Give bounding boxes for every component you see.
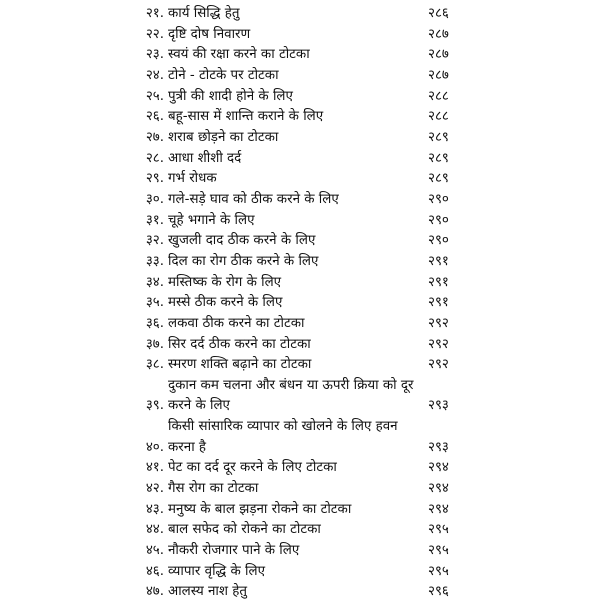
entry-number: ४१. [145,460,164,476]
toc-entry [126,500,472,521]
entry-title [168,458,428,479]
entry-title-line: गले-सड़े घाव को ठीक करने के लिए [168,191,339,207]
toc-entry [126,4,472,25]
entry-title-line: बाल सफेद को रोकने का टोटका [168,522,321,538]
entry-page-number: २९३ [428,439,449,455]
entry-title [168,541,428,562]
entry-number: ३०. [145,191,164,207]
toc-entry [126,231,472,252]
entry-title [168,87,428,108]
entry-title [168,355,428,376]
entry-number: ३१. [145,212,164,228]
entry-number: ३६. [145,315,164,331]
entry-number: २७. [145,129,164,145]
toc-entry [126,66,472,87]
entry-title-line: किसी सांसारिक व्यापार को खोलने के लिए हवन [168,419,398,435]
entry-title-line: खुजली दाद ठीक करने के लिए [168,233,316,249]
entry-title-line: करने के लिए [168,398,230,414]
toc-entry [126,417,472,458]
toc-entry [126,376,472,417]
entry-title-line: चूहे भगाने के लिए [168,212,255,228]
entry-title-line: गर्भ रोधक [168,171,217,187]
entry-title-line: बहू-सास में शान्ति कराने के लिए [168,109,324,125]
entry-title [168,562,428,583]
entry-title-line: दृष्टि दोष निवारण [168,26,251,42]
entry-title-line: स्वयं की रक्षा करने का टोटका [168,47,310,63]
toc-entry [126,87,472,108]
entry-title-line: मस्से ठीक करने के लिए [168,295,283,311]
entry-title-line: टोने - टोटके पर टोटका [168,67,279,83]
entry-title [168,45,428,66]
entry-title [168,252,428,273]
entry-title [168,479,428,500]
entry-page-number: २८८ [428,88,449,104]
entry-title [168,376,428,417]
entry-title [168,169,428,190]
toc-entry [126,335,472,356]
entry-title-line: सिर दर्द ठीक करने का टोटका [168,336,311,352]
toc-entry [126,149,472,170]
entry-page-number: २९४ [428,460,449,476]
entry-page-number: २८९ [428,150,449,166]
entry-page-number: २९२ [428,315,449,331]
toc-entry [126,520,472,541]
toc-entry [126,128,472,149]
entry-title [168,149,428,170]
entry-title [168,273,428,294]
entry-title-line: शराब छोड़ने का टोटका [168,129,279,145]
entry-title-line: स्मरण शक्ति बढ़ाने का टोटका [168,357,312,373]
entry-page-number: २८९ [428,171,449,187]
entry-page-number: २८६ [428,6,449,21]
entry-page-number: २९१ [428,295,449,311]
entry-title [168,66,428,87]
entry-number: ३२. [145,233,164,249]
toc-entry [126,314,472,335]
entry-page-number: २९१ [428,253,449,269]
toc-entry [126,293,472,314]
toc-entry [126,252,472,273]
entry-title-line: आधा शीशी दर्द [168,150,242,166]
entry-page-number: २९६ [428,584,449,600]
entry-page-number: २८७ [428,67,449,83]
entry-title-line: कार्य सिद्धि हेतु [168,6,240,21]
entry-page-number: २९२ [428,336,449,352]
toc-entry [126,211,472,232]
entry-page-number: २९१ [428,274,449,290]
entry-title-line: करना है [168,439,207,455]
entry-page-number: २९५ [428,522,449,538]
entry-page-number: २९४ [428,501,449,517]
entry-title-line: मस्तिष्क के रोग के लिए [168,274,282,290]
entry-number: २१. [145,6,164,21]
entry-number: ३७. [145,336,164,352]
entry-number: २४. [145,67,164,83]
toc-entry [126,273,472,294]
entry-title [168,211,428,232]
entry-number: २५. [145,88,164,104]
entry-page-number: २८८ [428,109,449,125]
entry-number: ४५. [145,543,164,559]
toc-entry [126,479,472,500]
entry-number: ३३. [145,253,164,269]
entry-title [168,293,428,314]
entry-page-number: २९५ [428,563,449,579]
table-of-contents [126,4,472,603]
entry-number: २२. [145,26,164,42]
entry-page-number: २९० [428,233,449,249]
entry-title-line: व्यापार वृद्धि के लिए [168,563,265,579]
entry-number: ३८. [145,357,164,373]
entry-title-line: लकवा ठीक करने का टोटका [168,315,305,331]
entry-number: ३४. [145,274,164,290]
toc-entry [126,107,472,128]
entry-page-number: २९२ [428,357,449,373]
entry-page-number: २८९ [428,129,449,145]
entry-title-line: नौकरी रोजगार पाने के लिए [168,543,300,559]
entry-title-line: दिल का रोग ठीक करने के लिए [168,253,319,269]
entry-number: ४३. [145,501,164,517]
entry-page-number: २९० [428,191,449,207]
entry-number: ४०. [145,439,164,455]
entry-page-number: २८७ [428,26,449,42]
entry-title [168,500,428,521]
entry-number: २६. [145,109,164,125]
entry-title-line: आलस्य नाश हेतु [168,584,248,600]
entry-title [168,128,428,149]
entry-page-number: २९३ [428,398,449,414]
entry-title [168,520,428,541]
entry-page-number: २८७ [428,47,449,63]
entry-title [168,190,428,211]
entry-title-line: पुत्री की शादी होने के लिए [168,88,293,104]
entry-number: ४७. [145,584,164,600]
entry-title [168,335,428,356]
entry-title [168,25,428,46]
entry-number: ४६. [145,563,164,579]
entry-number: ३९. [145,398,164,414]
entry-title-line: दुकान कम चलना और बंधन या ऊपरी क्रिया को दूर [168,377,414,393]
entry-title [168,417,428,458]
toc-entry [126,355,472,376]
entry-number: २८. [145,150,164,166]
entry-number: ४४. [145,522,164,538]
entry-number: ४२. [145,481,164,497]
toc-entry [126,541,472,562]
toc-entry [126,25,472,46]
entry-title [168,107,428,128]
entry-title [168,4,428,25]
entry-number: २३. [145,47,164,63]
toc-entry [126,458,472,479]
entry-number: २९. [145,171,164,187]
toc-entry [126,562,472,583]
entry-number: ३५. [145,295,164,311]
entry-title-line: पेट का दर्द दूर करने के लिए टोटका [168,460,337,476]
entry-page-number: २९४ [428,481,449,497]
entry-title [168,231,428,252]
entry-page-number: २९५ [428,543,449,559]
entry-title-line: गैस रोग का टोटका [168,481,259,497]
toc-entry [126,169,472,190]
entry-title [168,314,428,335]
toc-entry [126,190,472,211]
entry-page-number: २९० [428,212,449,228]
entry-title-line: मनुष्य के बाल झड़ना रोकने का टोटका [168,501,352,517]
toc-entry [126,45,472,66]
